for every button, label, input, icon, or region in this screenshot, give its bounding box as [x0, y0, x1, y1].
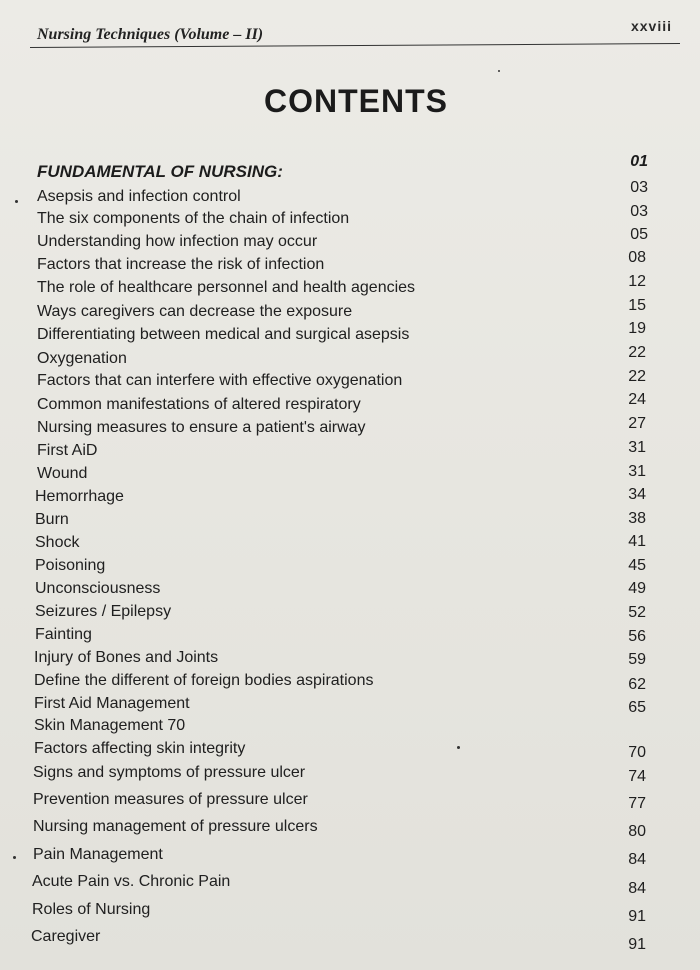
toc-entry-title: Poisoning	[35, 557, 106, 574]
toc-entry-title: Unconsciousness	[35, 580, 161, 597]
toc-entry-title: Signs and symptoms of pressure ulcer	[33, 764, 306, 781]
toc-entry-page: 84	[628, 851, 646, 868]
toc-entry-title: Injury of Bones and Joints	[34, 649, 219, 666]
toc-entry-page: 41	[628, 533, 646, 550]
toc-entry-page: 27	[628, 415, 646, 432]
toc-entry-page: 59	[628, 651, 646, 668]
toc-entry-title: Factors that increase the risk of infection	[37, 256, 325, 273]
toc-entry-title: Pain Management	[33, 846, 163, 863]
section-heading: FUNDAMENTAL OF NURSING:	[37, 162, 283, 181]
toc-entry-page: 62	[628, 676, 646, 693]
toc-entry-page: 65	[628, 699, 646, 716]
toc-entry-title: First AiD	[37, 442, 98, 459]
toc-entry-page: 12	[628, 273, 646, 290]
toc-entry-title: Roles of Nursing	[32, 901, 151, 918]
toc-entry-title: Understanding how infection may occur	[37, 233, 318, 250]
toc-entry-page: 05	[630, 226, 648, 243]
toc-entry-title: Skin Management 70	[34, 717, 186, 734]
toc-entry-title: The six components of the chain of infection	[37, 210, 350, 227]
toc-entry-title: Shock	[35, 534, 80, 551]
toc-entry-page: 19	[628, 320, 646, 337]
toc-entry-title: Define the different of foreign bodies aspirations	[34, 672, 374, 689]
toc-entry-title: Caregiver	[31, 928, 101, 945]
toc-entry-title: Hemorrhage	[35, 488, 124, 505]
toc-entry-page: 22	[628, 344, 646, 361]
toc-entry-title: Ways caregivers can decrease the exposure	[37, 303, 353, 320]
toc-entry-page: 77	[628, 795, 646, 812]
toc-entry-title: Seizures / Epilepsy	[35, 603, 172, 620]
toc-entry-title: Nursing management of pressure ulcers	[33, 818, 318, 835]
toc-entry-title: Fainting	[35, 626, 92, 643]
toc-entry-title: Prevention measures of pressure ulcer	[33, 791, 308, 808]
toc-entry-title: Acute Pain vs. Chronic Pain	[32, 873, 231, 890]
toc-entry-page: 52	[628, 604, 646, 621]
toc-entry-page: 45	[628, 557, 646, 574]
toc-entry-page: 91	[628, 936, 646, 953]
toc-entry-page: 84	[628, 880, 646, 897]
print-speck	[498, 70, 500, 72]
toc-entry-title: Factors that can interfere with effective oxygenation	[37, 372, 403, 389]
toc-entry-page: 49	[628, 580, 646, 597]
toc-entry-page: 22	[628, 368, 646, 385]
toc-entry-page: 56	[628, 628, 646, 645]
toc-entry-page: 03	[630, 179, 648, 196]
toc-entry-page: 31	[628, 463, 646, 480]
toc-entry-page: 31	[628, 439, 646, 456]
toc-entry-title: Nursing measures to ensure a patient's airway	[37, 419, 366, 436]
toc-entry-page: 91	[628, 908, 646, 925]
section-page-number: 01	[630, 153, 648, 170]
page-title: CONTENTS	[264, 83, 448, 119]
toc-entry-title: Common manifestations of altered respiratory	[37, 396, 361, 413]
print-speck	[15, 200, 18, 203]
toc-entry-title: Factors affecting skin integrity	[34, 740, 246, 757]
toc-entry-page: 74	[628, 768, 646, 785]
toc-entry-page: 03	[630, 203, 648, 220]
page-number: xxviii	[630, 18, 672, 34]
toc-entry-title: Oxygenation	[37, 350, 127, 367]
toc-entry-page: 15	[628, 297, 646, 314]
toc-entry-page: 08	[628, 249, 646, 266]
toc-entry-page: 70	[628, 744, 646, 761]
toc-entry-title: First Aid Management	[34, 695, 190, 712]
toc-entry-title: Burn	[35, 511, 69, 528]
toc-entry-title: The role of healthcare personnel and health agencies	[37, 279, 416, 296]
toc-entry-page: 34	[628, 486, 646, 503]
toc-entry-page: 24	[628, 391, 646, 408]
toc-entry-page: 80	[628, 823, 646, 840]
toc-entry-title: Asepsis and infection control	[37, 188, 241, 205]
print-speck	[13, 856, 16, 859]
print-speck	[457, 746, 460, 749]
toc-entry-title: Differentiating between medical and surgical asepsis	[37, 326, 410, 343]
toc-entry-page: 38	[628, 510, 646, 527]
toc-entry-title: Wound	[37, 465, 88, 482]
running-title: Nursing Techniques (Volume – II)	[37, 26, 264, 43]
